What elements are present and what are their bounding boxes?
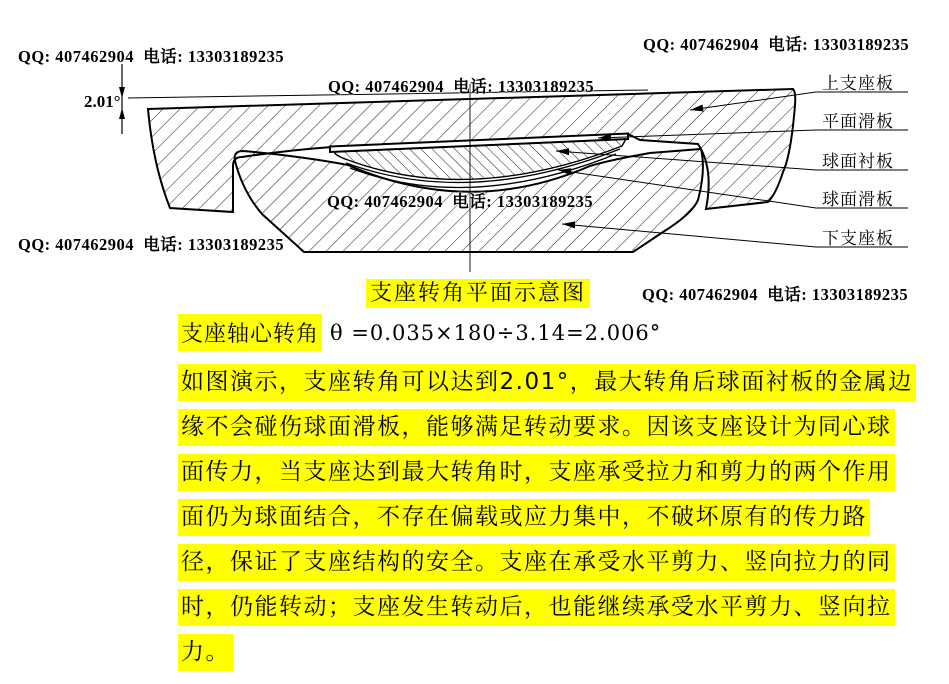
paragraph-line-text: 径，保证了支座结构的安全。支座在承受水平剪力、竖向拉力的同 xyxy=(178,544,895,581)
part-label-top-bearing-plate: 上支座板 xyxy=(822,74,894,94)
paragraph-line xyxy=(178,360,918,405)
qq-watermark: QQ: 407462904 电话: 13303189235 xyxy=(18,235,285,254)
formula-row xyxy=(178,314,661,351)
paragraph-line-text: 面仍为球面结合，不存在偏载或应力集中，不破坏原有的传力路 xyxy=(178,499,870,536)
paragraph-line-text: 缘不会碰伤球面滑板，能够满足转动要求。因该支座设计为同心球 xyxy=(178,409,895,446)
qq-watermark: QQ: 407462904 电话: 13303189235 xyxy=(328,77,595,96)
paragraph-line xyxy=(178,540,918,585)
qq-watermark: QQ: 407462904 电话: 13303189235 xyxy=(18,47,285,66)
paragraph-line-text: 时，仍能转动；支座发生转动后，也能继续承受水平剪力、竖向拉 xyxy=(178,589,895,626)
rotation-angle-dimension: 2.01° xyxy=(84,92,121,111)
qq-watermark: QQ: 407462904 电话: 13303189235 xyxy=(643,35,910,54)
diagram-caption xyxy=(366,276,590,307)
part-label-flat-slide-plate: 平面滑板 xyxy=(822,112,894,132)
paragraph-line xyxy=(178,630,918,675)
paragraph-line xyxy=(178,585,918,630)
paragraph-line-text: 如图演示，支座转角可以达到2.01°，最大转角后球面衬板的金属边 xyxy=(178,364,916,401)
paragraph-line-text: 力。 xyxy=(178,634,233,671)
paragraph-line xyxy=(178,450,918,495)
qq-watermark: QQ: 407462904 电话: 13303189235 xyxy=(327,192,594,211)
part-label-spherical-slide-plate: 球面滑板 xyxy=(822,190,894,210)
part-label-spherical-lining-plate: 球面衬板 xyxy=(822,152,894,172)
explanation-paragraph xyxy=(178,360,918,675)
formula-label: 支座轴心转角 xyxy=(178,314,322,351)
formula-expression: θ =0.035×180÷3.14=2.006° xyxy=(330,320,662,345)
paragraph-line xyxy=(178,495,918,540)
qq-watermark: QQ: 407462904 电话: 13303189235 xyxy=(642,285,909,304)
paragraph-line-text: 面传力，当支座达到最大转角时，支座承受拉力和剪力的两个作用 xyxy=(178,454,895,491)
paragraph-line xyxy=(178,405,918,450)
part-label-bottom-bearing-plate: 下支座板 xyxy=(822,229,894,249)
diagram-caption-text: 支座转角平面示意图 xyxy=(366,279,590,308)
